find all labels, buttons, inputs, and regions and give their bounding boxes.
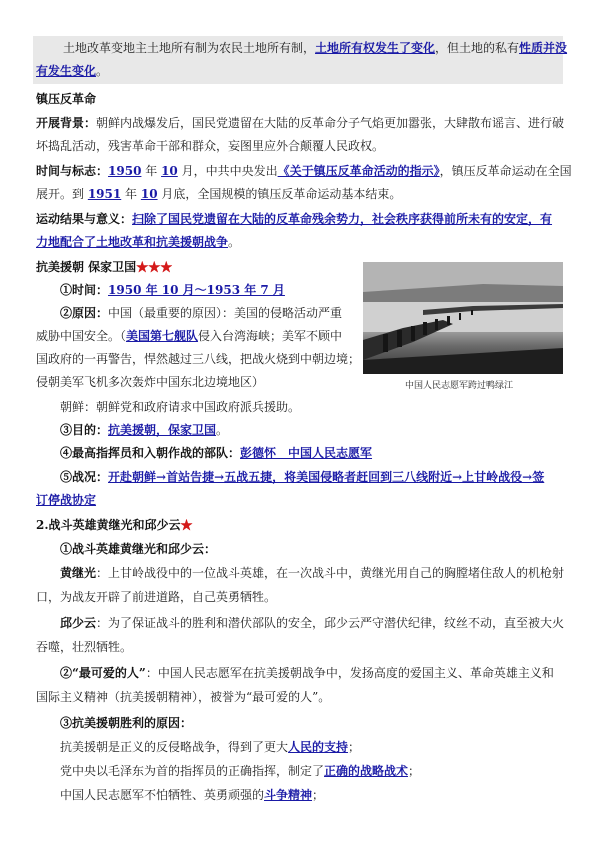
land-line-1: 土地改革变地主土地所有制为农民土地所有制，土地所有权发生了变化，但土地的私有性质并没: [63, 41, 568, 55]
qiu-line-2: 吞噬，壮烈牺牲。: [36, 640, 133, 654]
cutest-people-line-1: ②“最可爱的人”：中国人民志愿军在抗美援朝战争中，发扬高度的爱国主义、革命英雄主义和: [60, 666, 554, 680]
suppress-title: 镇压反革命: [36, 92, 97, 106]
qiu-line-1: 邱少云：为了保证战斗的胜利和潜伏部队的安全，邱少云严守潜伏纪律，纹丝不动，直至被大火: [60, 616, 565, 630]
suppress-bg-line-1: 开展背景：朝鲜内战爆发后，国民党遗留在大陆的反革命分子气焰更加嚣张，大肆散布谣言、进行破: [36, 116, 565, 130]
korea-cause-line-2: 威胁中国安全。（美国第七舰队侵入台湾海峡；美军不顾中: [36, 329, 343, 343]
victory-reason-1: 抗美援朝是正义的反侵略战争，得到了更大人民的支持；: [60, 740, 361, 754]
korea-title: 抗美援朝 保家卫国★★★: [36, 260, 173, 274]
victory-reason-2: 党中央以毛泽东为首的指挥员的正确指挥，制定了正确的战略战术；: [60, 764, 421, 778]
korea-cause-line-1: ②原因：中国（最重要的原因）：美国的侵略活动严重: [60, 306, 343, 320]
korea-cause-line-4: 侵朝美军飞机多次轰炸中国东北边境地区）: [36, 375, 265, 389]
land-line-2: 有发生变化。: [36, 64, 109, 78]
huang-line-1: 黄继光：上甘岭战役中的一位战斗英雄，在一次战斗中，黄继光用自己的胸膛堵住敌人的机枪射: [60, 566, 565, 580]
korea-cause-line-3: 国政府的一再警告，悍然越过三八线，把战火烧到中朝边境；: [36, 352, 361, 366]
importance-stars: ★★★: [136, 260, 173, 274]
volunteer-army-photo: [363, 262, 563, 374]
korea-time: ①时间：1950 年 10 月～1953 年 7 月: [60, 283, 285, 297]
huang-line-2: 口，为战友开辟了前进道路，自己英勇牺牲。: [36, 590, 277, 604]
suppress-result-line-2: 力地配合了土地改革和抗美援朝战争。: [36, 235, 241, 249]
victory-reasons-title: ③抗美援朝胜利的原因：: [60, 716, 193, 730]
yalu-crossing-illustration: [363, 262, 563, 374]
korea-commander: ④最高指挥员和入朝作战的部队：彭德怀 中国人民志愿军: [60, 446, 373, 460]
victory-reason-3: 中国人民志愿军不怕牺牲、英勇顽强的斗争精神；: [60, 788, 325, 802]
korea-cause-line-5: 朝鲜：朝鲜党和政府请求中国政府派兵援助。: [60, 400, 301, 414]
suppress-result-line-1: 运动结果与意义：扫除了国民党遗留在大陆的反革命残余势力，社会秩序获得前所未有的安定，有: [36, 212, 553, 226]
cutest-people-line-2: 国际主义精神（抗美援朝精神），被誉为“最可爱的人”。: [36, 690, 331, 704]
korea-goal: ③目的：抗美援朝，保家卫国。: [60, 423, 229, 437]
suppress-time-line-1: 时间与标志：1950 年 10 月，中共中央发出《关于镇压反革命活动的指示》，镇压反革命运动在全国: [36, 164, 572, 178]
photo-caption: 中国人民志愿军跨过鸭绿江: [405, 381, 514, 391]
korea-battle-line-1: ⑤战况：开赴朝鲜→首站告捷→五战五捷，将美国侵略者赶回到三八线附近→上甘岭战役→签: [60, 470, 545, 484]
suppress-bg-line-2: 坏捣乱活动，残害革命干部和群众，妄图里应外合颠覆人民政权。: [36, 139, 385, 153]
suppress-time-line-2: 展开。到 1951 年 10 月底，全国规模的镇压反革命运动基本结束。: [36, 187, 402, 201]
korea-battle-line-2: 订停战协定: [36, 493, 97, 507]
heroes-sub-1: ①战斗英雄黄继光和邱少云：: [60, 542, 217, 556]
importance-star: ★: [180, 518, 193, 532]
heroes-title: 2.战斗英雄黄继光和邱少云★: [36, 518, 193, 532]
